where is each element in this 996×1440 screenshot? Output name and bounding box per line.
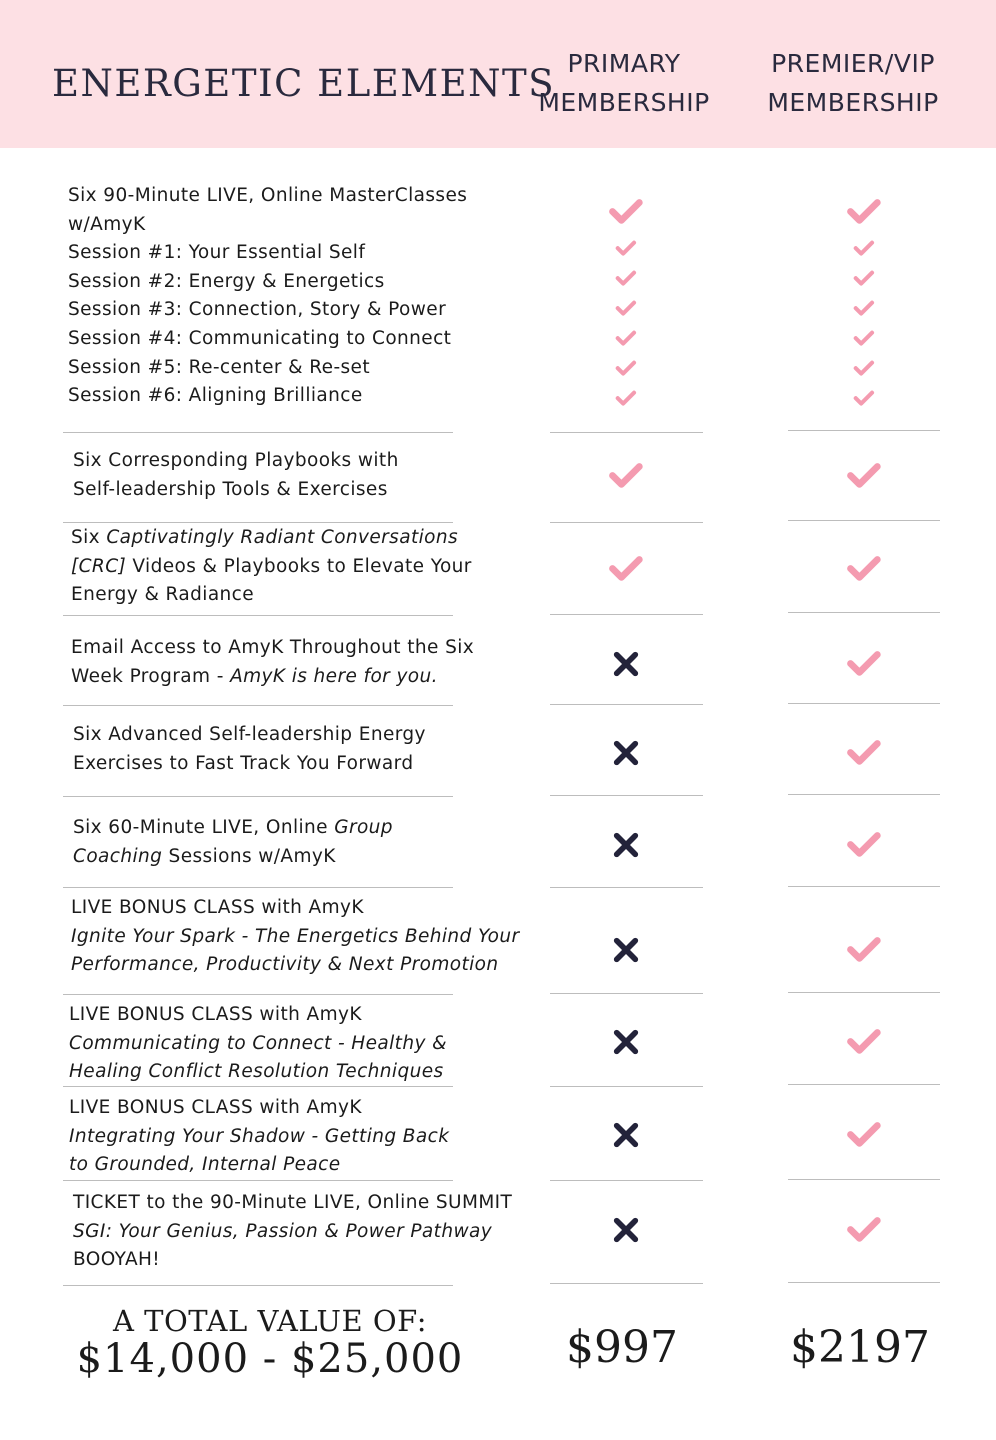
feature-line xyxy=(73,843,393,872)
check-icon xyxy=(615,330,637,347)
feature-text-italic: AmyK is here for you. xyxy=(230,665,438,687)
total-value-label: A TOTAL VALUE OF: xyxy=(112,1304,427,1338)
feature-description-3 xyxy=(71,524,472,610)
row-divider xyxy=(63,887,453,888)
feature-line xyxy=(68,382,467,411)
feature-text-italic: Coaching xyxy=(73,845,163,867)
feature-line xyxy=(68,296,467,325)
vip-membership-heading: PREMIER/VIP MEMBERSHIP xyxy=(767,49,939,117)
check-icon xyxy=(608,198,644,226)
cross-icon xyxy=(612,1121,640,1149)
feature-text: Self-leadership Tools & Exercises xyxy=(73,478,388,500)
feature-text: Exercises to Fast Track You Forward xyxy=(73,752,414,774)
feature-line xyxy=(71,524,472,553)
feature-line xyxy=(73,1246,512,1275)
feature-description-7 xyxy=(71,894,519,980)
check-icon xyxy=(846,1216,882,1244)
feature-text: LIVE BONUS CLASS with AmyK xyxy=(71,897,364,918)
feature-text-italic: Ignite Your Spark - The Energetics Behind Your xyxy=(71,925,520,947)
cross-icon xyxy=(612,739,640,767)
feature-text-italic: Captivatingly Radiant Conversations xyxy=(106,527,459,548)
feature-description-2 xyxy=(73,447,399,504)
feature-line xyxy=(73,447,399,476)
feature-line xyxy=(69,1058,447,1087)
feature-text: Week Program - xyxy=(71,665,231,687)
feature-text: Session #3: Connection, Story & Power xyxy=(68,299,447,321)
check-icon xyxy=(846,739,882,767)
feature-text: Six xyxy=(71,527,107,548)
feature-line xyxy=(69,1123,449,1152)
feature-text-italic: Integrating Your Shadow - Getting Back xyxy=(69,1125,450,1147)
feature-line xyxy=(73,1189,512,1218)
feature-description-10 xyxy=(73,1189,512,1275)
feature-text: Session #1: Your Essential Self xyxy=(68,242,366,264)
row-divider xyxy=(63,432,453,433)
vip-price: $2197 xyxy=(790,1322,930,1373)
feature-text: Six 90-Minute LIVE, Online MasterClasses xyxy=(68,185,468,206)
row-divider xyxy=(788,794,940,795)
table-title: ENERGETIC ELEMENTS xyxy=(52,62,556,105)
header-band xyxy=(0,0,996,148)
feature-text: TICKET to the 90-Minute LIVE, Online SUMMIT xyxy=(73,1192,513,1213)
feature-text: LIVE BONUS CLASS with AmyK xyxy=(69,1097,362,1118)
feature-text: Six Advanced Self-leadership Energy xyxy=(73,724,426,745)
check-icon xyxy=(846,1121,882,1149)
row-divider xyxy=(63,796,453,797)
row-divider xyxy=(63,1086,453,1087)
row-divider xyxy=(788,430,940,431)
feature-line xyxy=(71,894,519,923)
primary-membership-heading: PRIMARY MEMBERSHIP xyxy=(538,49,710,117)
feature-line xyxy=(71,663,474,692)
row-divider xyxy=(63,522,453,523)
feature-text: Email Access to AmyK Throughout the Six xyxy=(71,637,475,658)
row-divider xyxy=(63,615,453,616)
feature-description-6 xyxy=(73,814,393,871)
row-divider xyxy=(550,432,703,433)
row-divider xyxy=(788,886,940,887)
row-divider xyxy=(550,1086,703,1087)
feature-line xyxy=(69,1094,449,1123)
feature-text: Sessions w/AmyK xyxy=(162,845,336,867)
check-icon xyxy=(615,390,637,407)
feature-line xyxy=(71,634,474,663)
feature-text-italic: Performance, Productivity & Next Promotion xyxy=(71,954,499,976)
check-icon xyxy=(846,1028,882,1056)
feature-line xyxy=(68,182,467,211)
feature-text-italic: Communicating to Connect - Healthy & xyxy=(69,1032,447,1054)
feature-line xyxy=(69,1001,447,1030)
row-divider xyxy=(788,992,940,993)
feature-line xyxy=(71,923,519,952)
row-divider xyxy=(63,994,453,995)
check-icon xyxy=(853,360,875,377)
row-divider xyxy=(550,795,703,796)
cross-icon xyxy=(612,1028,640,1056)
feature-text: BOOYAH! xyxy=(73,1249,161,1271)
feature-description-9 xyxy=(69,1094,449,1180)
check-icon xyxy=(608,555,644,583)
feature-text: w/AmyK xyxy=(68,213,146,235)
row-divider xyxy=(63,1180,453,1181)
row-divider xyxy=(788,1084,940,1085)
check-icon xyxy=(853,300,875,317)
check-icon xyxy=(846,198,882,226)
feature-line xyxy=(73,750,426,779)
feature-line xyxy=(68,268,467,297)
row-divider xyxy=(550,614,703,615)
check-icon xyxy=(846,462,882,490)
feature-text: Videos & Playbooks to Elevate Your xyxy=(126,555,472,577)
feature-line xyxy=(73,814,393,843)
feature-line xyxy=(71,581,472,610)
feature-line xyxy=(73,721,426,750)
feature-text: Session #5: Re-center & Re-set xyxy=(68,356,370,378)
cross-icon xyxy=(612,1216,640,1244)
check-icon xyxy=(615,270,637,287)
feature-text: Session #4: Communicating to Connect xyxy=(68,327,452,349)
feature-line xyxy=(68,239,467,268)
feature-text: Energy & Radiance xyxy=(71,584,255,606)
check-icon xyxy=(846,831,882,859)
feature-text: Session #6: Aligning Brilliance xyxy=(68,385,363,407)
feature-description-5 xyxy=(73,721,426,778)
row-divider xyxy=(788,612,940,613)
feature-text-italic: SGI: Your Genius, Passion & Power Pathway xyxy=(73,1220,493,1242)
feature-line xyxy=(69,1151,449,1180)
feature-text-italic: Healing Conflict Resolution Techniques xyxy=(69,1061,444,1083)
row-divider xyxy=(550,1180,703,1181)
feature-line xyxy=(71,553,472,582)
feature-description-1 xyxy=(68,182,467,411)
check-icon xyxy=(853,240,875,257)
feature-text-italic: Group xyxy=(334,817,393,838)
check-icon xyxy=(615,360,637,377)
check-icon xyxy=(853,330,875,347)
row-divider xyxy=(550,887,703,888)
check-icon xyxy=(615,240,637,257)
row-divider xyxy=(788,1179,940,1180)
check-icon xyxy=(608,462,644,490)
cross-icon xyxy=(612,650,640,678)
feature-text-italic: to Grounded, Internal Peace xyxy=(69,1154,341,1176)
row-divider xyxy=(788,1282,940,1283)
feature-line xyxy=(73,1218,512,1247)
row-divider xyxy=(63,705,453,706)
feature-line xyxy=(71,951,519,980)
check-icon xyxy=(846,555,882,583)
row-divider xyxy=(550,993,703,994)
feature-text-italic: [CRC] xyxy=(71,555,127,577)
feature-line xyxy=(73,476,399,505)
feature-line xyxy=(68,211,467,240)
feature-text: Six Corresponding Playbooks with xyxy=(73,450,399,471)
row-divider xyxy=(63,1285,453,1286)
primary-price: $997 xyxy=(566,1322,678,1373)
total-value-range: $14,000 - $25,000 xyxy=(76,1336,464,1382)
feature-description-4 xyxy=(71,634,474,691)
feature-text: Six 60-Minute LIVE, Online xyxy=(73,817,335,838)
feature-line xyxy=(68,325,467,354)
check-icon xyxy=(615,300,637,317)
feature-text: LIVE BONUS CLASS with AmyK xyxy=(69,1004,362,1025)
row-divider xyxy=(788,703,940,704)
check-icon xyxy=(853,390,875,407)
cross-icon xyxy=(612,936,640,964)
check-icon xyxy=(846,650,882,678)
feature-description-8 xyxy=(69,1001,447,1087)
row-divider xyxy=(788,520,940,521)
row-divider xyxy=(550,522,703,523)
check-icon xyxy=(853,270,875,287)
feature-line xyxy=(69,1030,447,1059)
cross-icon xyxy=(612,831,640,859)
feature-text: Session #2: Energy & Energetics xyxy=(68,270,385,292)
row-divider xyxy=(550,704,703,705)
check-icon xyxy=(846,936,882,964)
row-divider xyxy=(550,1283,703,1284)
feature-line xyxy=(68,354,467,383)
